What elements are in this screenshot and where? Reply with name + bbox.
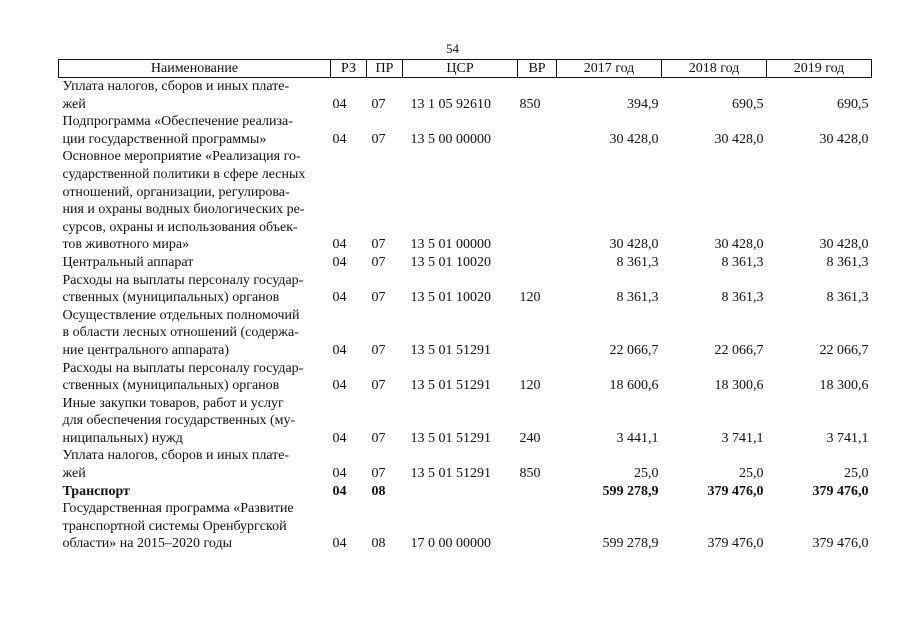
cell-y2019: 8 361,3 xyxy=(826,254,869,270)
cell-y2017: 394,9 xyxy=(627,96,659,112)
cell-vr xyxy=(518,254,557,272)
table-row xyxy=(59,272,872,307)
cell-y2019: 379 476,0 xyxy=(812,483,869,499)
header-2017: 2017 год xyxy=(557,60,662,78)
cell-csr: 13 5 01 10020 xyxy=(410,254,491,270)
row-name-line: Транспорт xyxy=(62,483,130,499)
table-row xyxy=(59,78,872,114)
table-row xyxy=(59,254,872,272)
cell-rz: 04 xyxy=(332,483,347,499)
cell-rz: 04 xyxy=(332,96,347,112)
cell-csr: 13 5 01 10020 xyxy=(410,290,491,306)
row-name-line: Расходы на выплаты персоналу государ- xyxy=(62,272,304,288)
cell-y2018: 690,5 xyxy=(732,96,764,112)
header-rz: РЗ xyxy=(331,60,367,78)
header-vr: ВР xyxy=(518,60,557,78)
row-name-line: Государственная программа «Развитие xyxy=(62,501,294,517)
cell-y2018: 8 361,3 xyxy=(721,254,764,270)
cell-rz: 04 xyxy=(332,430,347,446)
header-pr: ПР xyxy=(367,60,403,78)
cell-csr: 13 5 01 51291 xyxy=(410,378,491,394)
cell-csr: 13 5 01 51291 xyxy=(410,466,491,482)
cell-y2017: 599 278,9 xyxy=(602,536,659,552)
cell-y2017: 30 428,0 xyxy=(609,237,659,253)
cell-vr xyxy=(518,113,557,148)
row-name-line: Основное мероприятие «Реализация го- xyxy=(62,149,301,165)
row-name-line: Уплата налогов, сборов и иных плате- xyxy=(62,79,290,94)
table-row xyxy=(59,447,872,482)
cell-vr xyxy=(518,500,557,553)
row-name xyxy=(59,148,331,254)
cell-pr: 07 xyxy=(371,131,386,147)
cell-y2018: 30 428,0 xyxy=(714,237,764,253)
cell-y2017: 3 441,1 xyxy=(616,430,659,446)
row-name xyxy=(59,272,331,307)
row-name xyxy=(59,447,331,482)
row-name-line: в области лесных отношений (содержа- xyxy=(62,325,299,341)
cell-csr: 17 0 00 00000 xyxy=(410,536,491,552)
cell-y2019: 25,0 xyxy=(844,466,869,482)
header-2019: 2019 год xyxy=(767,60,872,78)
row-name-line: сударственной политики в сфере лесных xyxy=(62,166,306,182)
table-row xyxy=(59,483,872,501)
row-name xyxy=(59,307,331,360)
cell-y2019: 30 428,0 xyxy=(819,131,869,147)
cell-y2018: 379 476,0 xyxy=(707,483,764,499)
cell-vr: 850 xyxy=(519,96,541,112)
row-name-line: Иные закупки товаров, работ и услуг xyxy=(62,395,284,411)
cell-y2018: 25,0 xyxy=(739,466,764,482)
cell-rz: 04 xyxy=(332,131,347,147)
cell-y2018: 3 741,1 xyxy=(721,430,764,446)
cell-vr xyxy=(518,148,557,254)
row-name-line: Осуществление отдельных полномочий xyxy=(62,307,300,323)
cell-y2018: 8 361,3 xyxy=(721,290,764,306)
page-number: 54 xyxy=(446,41,459,56)
table-row xyxy=(59,307,872,360)
cell-pr: 07 xyxy=(371,290,386,306)
cell-csr: 13 5 01 51291 xyxy=(410,342,491,358)
row-name-line: ние центрального аппарата) xyxy=(62,342,230,358)
cell-pr: 07 xyxy=(371,237,386,253)
row-name-line: Расходы на выплаты персоналу государ- xyxy=(62,360,304,376)
cell-y2017: 8 361,3 xyxy=(616,290,659,306)
cell-y2019: 379 476,0 xyxy=(812,536,869,552)
row-name-line: жей xyxy=(62,466,86,482)
cell-y2017: 30 428,0 xyxy=(609,131,659,147)
cell-vr xyxy=(518,483,557,501)
row-name-line: Уплата налогов, сборов и иных плате- xyxy=(62,448,290,464)
cell-csr xyxy=(403,483,518,501)
table-row xyxy=(59,148,872,254)
row-name-line: сурсов, охраны и использования объек- xyxy=(62,219,298,235)
row-name-line: ниципальных) нужд xyxy=(62,430,183,446)
cell-pr: 07 xyxy=(371,254,386,270)
table-body xyxy=(59,78,872,554)
row-name-line: тов животного мира» xyxy=(62,237,190,253)
cell-vr: 240 xyxy=(519,430,541,446)
cell-vr: 120 xyxy=(519,290,541,306)
cell-csr: 13 5 01 00000 xyxy=(410,237,491,253)
cell-y2018: 18 300,6 xyxy=(714,378,764,394)
cell-y2019: 3 741,1 xyxy=(826,430,869,446)
row-name-line: ции государственной программы» xyxy=(62,131,267,147)
cell-pr: 07 xyxy=(371,430,386,446)
cell-vr xyxy=(518,307,557,360)
table-row xyxy=(59,360,872,395)
cell-y2019: 30 428,0 xyxy=(819,237,869,253)
cell-pr: 07 xyxy=(371,378,386,394)
header-2018: 2018 год xyxy=(662,60,767,78)
cell-rz: 04 xyxy=(332,290,347,306)
cell-rz: 04 xyxy=(332,378,347,394)
table-row xyxy=(59,395,872,448)
cell-y2017: 22 066,7 xyxy=(609,342,659,358)
row-name xyxy=(59,395,331,448)
row-name-line: ственных (муниципальных) органов xyxy=(62,378,280,394)
cell-rz: 04 xyxy=(332,254,347,270)
row-name-line: отношений, организации, регулирова- xyxy=(62,184,290,200)
row-name xyxy=(59,360,331,395)
row-name xyxy=(59,78,331,114)
cell-y2017: 8 361,3 xyxy=(616,254,659,270)
cell-csr: 13 5 00 00000 xyxy=(410,131,491,147)
budget-table xyxy=(58,59,872,553)
row-name xyxy=(59,254,331,272)
cell-pr: 07 xyxy=(371,96,386,112)
cell-rz: 04 xyxy=(332,536,347,552)
row-name-line: транспортной системы Оренбургской xyxy=(62,518,287,534)
header-name: Наименование xyxy=(59,60,331,78)
cell-csr: 13 5 01 51291 xyxy=(410,430,491,446)
header-csr: ЦСР xyxy=(403,60,518,78)
cell-pr: 07 xyxy=(371,466,386,482)
cell-vr: 120 xyxy=(519,378,541,394)
row-name xyxy=(59,483,331,501)
cell-y2018: 30 428,0 xyxy=(714,131,764,147)
row-name xyxy=(59,500,331,553)
row-name-line: Центральный аппарат xyxy=(62,254,194,270)
cell-rz: 04 xyxy=(332,466,347,482)
row-name-line: Подпрограмма «Обеспечение реализа- xyxy=(62,114,293,130)
table-header-row xyxy=(59,60,872,78)
cell-y2019: 8 361,3 xyxy=(826,290,869,306)
row-name-line: жей xyxy=(62,96,86,112)
cell-y2017: 25,0 xyxy=(634,466,659,482)
cell-pr: 08 xyxy=(371,483,386,499)
cell-y2018: 379 476,0 xyxy=(707,536,764,552)
table-row xyxy=(59,500,872,553)
table-row xyxy=(59,113,872,148)
cell-vr: 850 xyxy=(519,466,541,482)
row-name-line: ственных (муниципальных) органов xyxy=(62,290,280,306)
cell-y2017: 18 600,6 xyxy=(609,378,659,394)
row-name-line: для обеспечения государственных (му- xyxy=(62,413,296,429)
row-name xyxy=(59,113,331,148)
cell-y2017: 599 278,9 xyxy=(602,483,659,499)
cell-rz: 04 xyxy=(332,342,347,358)
cell-y2018: 22 066,7 xyxy=(714,342,764,358)
row-name-line: ния и охраны водных биологических ре- xyxy=(62,202,305,218)
cell-rz: 04 xyxy=(332,237,347,253)
cell-y2019: 18 300,6 xyxy=(819,378,869,394)
cell-pr: 07 xyxy=(371,342,386,358)
cell-csr: 13 1 05 92610 xyxy=(410,96,491,112)
cell-pr: 08 xyxy=(371,536,386,552)
cell-y2019: 690,5 xyxy=(837,96,869,112)
cell-y2019: 22 066,7 xyxy=(819,342,869,358)
row-name-line: области» на 2015–2020 годы xyxy=(62,536,233,552)
